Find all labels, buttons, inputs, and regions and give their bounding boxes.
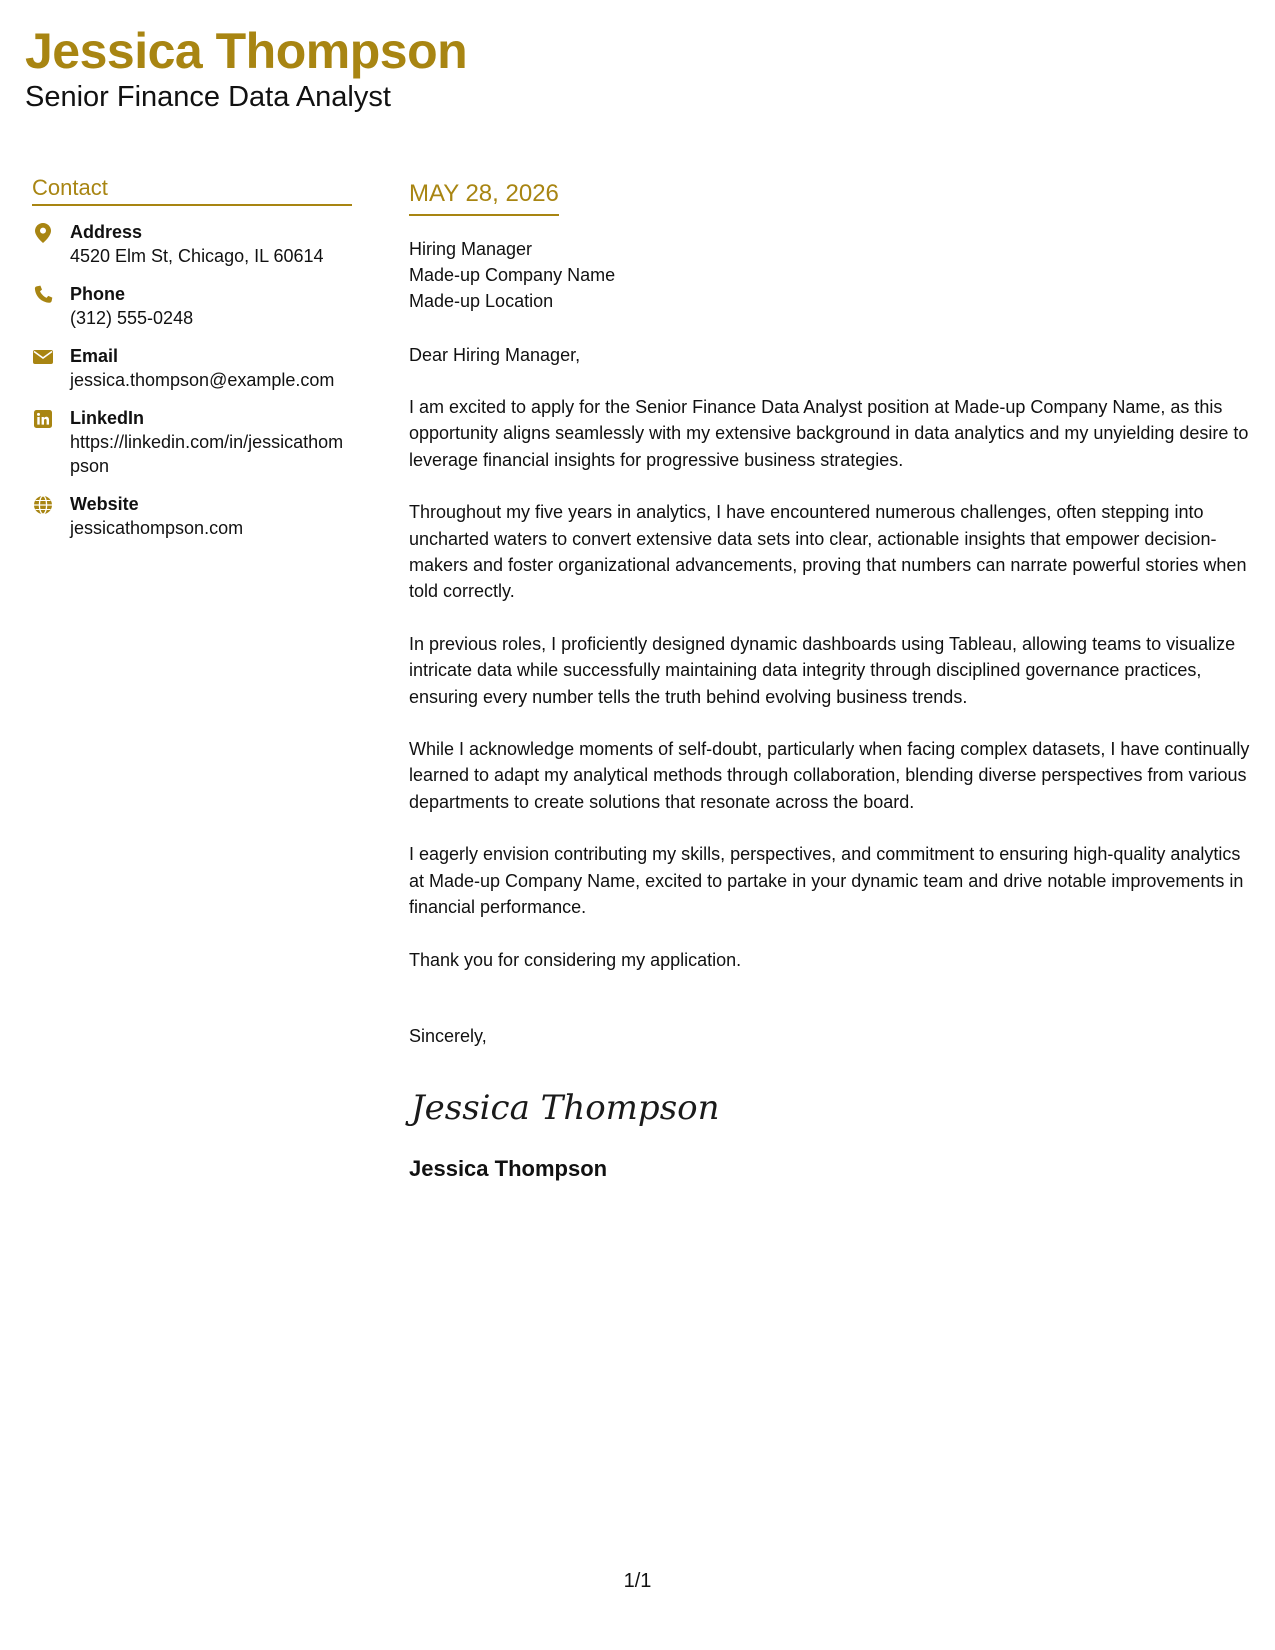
- contact-item-linkedin: [32, 406, 352, 478]
- address-label: Address: [70, 222, 143, 242]
- address-value: 4520 Elm St, Chicago, IL 60614: [70, 246, 324, 266]
- linkedin-icon: [32, 408, 54, 430]
- header: [25, 22, 467, 114]
- handwritten-signature: [409, 1077, 1254, 1139]
- recipient-location: Made-up Location: [409, 291, 554, 311]
- phone-icon: [32, 284, 54, 306]
- letter-paragraph: I am excited to apply for the Senior Finance Data Analyst position at Made-up Company Name, as this opportunity aligns seamlessly with my extensive background in data analytics and my unyielding desire to leverage financial insights for progressive business strategies.: [409, 397, 1249, 470]
- linkedin-label: LinkedIn: [70, 408, 145, 428]
- letter-paragraph: Throughout my five years in analytics, I have encountered numerous challenges, often stepping into uncharted waters to convert extensive data sets into clear, actionable insights that empower decision-makers and foster organizational advancements, proving that numbers can narrate powerful stories when told correctly.: [409, 502, 1247, 602]
- letter-paragraph: While I acknowledge moments of self-doubt, particularly when facing complex datasets, I have continually learned to adapt my analytical methods through collaboration, blending diverse perspectives from various departments to create solutions that resonate across the board.: [409, 739, 1250, 812]
- map-pin-icon: [32, 222, 54, 244]
- globe-icon: [32, 494, 54, 516]
- page-number: 1/1: [623, 1570, 652, 1592]
- letter-body: [409, 178, 1254, 1183]
- website-label: Website: [70, 494, 139, 514]
- phone-label: Phone: [70, 284, 126, 304]
- contact-item-phone: [32, 282, 352, 330]
- recipient-name: Hiring Manager: [409, 239, 533, 259]
- salutation: Dear Hiring Manager,: [409, 345, 581, 365]
- recipient-block: [409, 236, 1254, 314]
- website-value[interactable]: jessicathompson.com: [70, 518, 244, 538]
- envelope-icon: [32, 346, 54, 368]
- letter-date: MAY 28, 2026: [409, 178, 559, 216]
- linkedin-value[interactable]: https://linkedin.com/in/jessicathompson: [70, 432, 344, 476]
- applicant-name: Jessica Thompson: [25, 23, 468, 79]
- applicant-title: Senior Finance Data Analyst: [25, 81, 391, 113]
- email-value[interactable]: jessica.thompson@example.com: [70, 370, 335, 390]
- closing: Sincerely,: [409, 1025, 487, 1046]
- recipient-company: Made-up Company Name: [409, 265, 616, 285]
- contact-item-website: [32, 492, 352, 540]
- email-label: Email: [70, 346, 119, 366]
- contact-item-address: [32, 220, 352, 268]
- contact-item-email: [32, 344, 352, 392]
- letter-paragraph: In previous roles, I proficiently designed dynamic dashboards using Tableau, allowing teams to visualize intricate data while successfully maintaining data integrity through disciplined governance practices, ensuring every number tells the truth behind evolving business trends.: [409, 633, 1236, 707]
- letter-paragraph: Thank you for considering my application.: [409, 949, 742, 970]
- phone-value: (312) 555-0248: [70, 308, 194, 328]
- signed-name: Jessica Thompson: [409, 1155, 608, 1181]
- contact-heading: Contact: [32, 174, 352, 206]
- signature-text: Jessica Thompson: [411, 1087, 720, 1128]
- contact-sidebar: [32, 174, 352, 554]
- letter-paragraph: I eagerly envision contributing my skills, perspectives, and commitment to ensuring high-quality analytics at Made-up Company Name, excited to partake in your dynamic team and drive notable improvements in financial performance.: [409, 844, 1244, 918]
